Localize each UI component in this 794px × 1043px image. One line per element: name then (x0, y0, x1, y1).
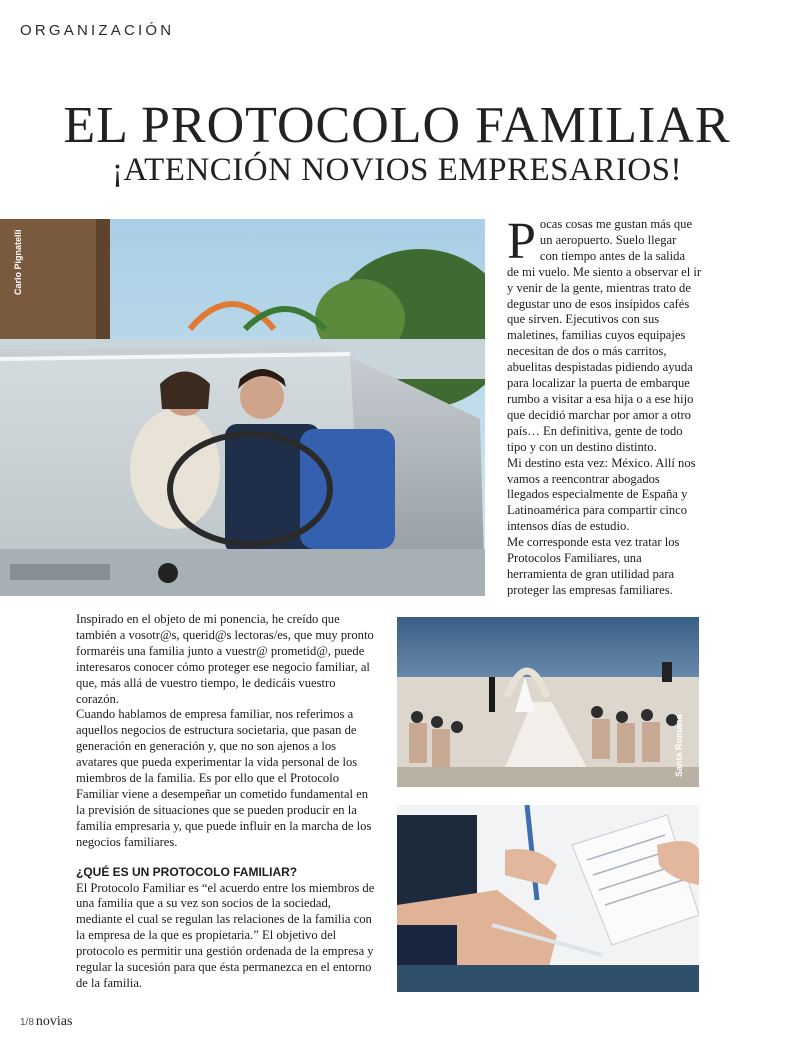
photo-credit: Santa Romana (674, 714, 684, 777)
intro-column (507, 213, 702, 599)
body-column (76, 612, 376, 992)
article-title: EL PROTOCOLO FAMILIAR (63, 97, 731, 154)
photo-credit: Carlo Pignatelli (13, 229, 23, 295)
body-paragraph-3: El Protocolo Familiar es “el acuerdo entre los miembros de una familia que a su vez son socios de la sociedad, mediante el cual se regulan las relaciones de la familia con la empresa de la que es propietaria.” El objetivo del protocolo es permitir una gestión ordenada de la empresa y regular la sucesión para que ésta permanezca en el entorno de la familia. (76, 880, 375, 990)
page-footer (20, 1014, 72, 1030)
drop-cap: P (507, 213, 536, 270)
intro-paragraph: Pocas cosas me gustan más que un aeropuerto. Suelo llegar con tiempo antes de la salida de mi vuelo. Me siento a observar el ir y venir de la gente, mientras trato de degustar uno de esos insípidos cafés que sirven. Ejecutivos con sus maletines, familias cuyos equipajes necesitan de dos o más carritos, abuelitas despistadas pidiendo ayuda para localizar la puerta de embarque rumbo a visitar a esa hija o a ese hijo que decidió marchar por amor a otro país… En definitiva, gente de todo tipo y con un destino distinto. (507, 213, 702, 454)
intro-paragraph-3: Me corresponde esta vez tratar los Protocolos Familiares, una herramienta de gran utilidad para proteger las empresas familiares. (507, 535, 680, 597)
wedding-car-photo (0, 219, 485, 596)
body-paragraph-2: Cuando hablamos de empresa familiar, nos referimos a aquellos negocios de estructura societaria, que pasan de generación en generación y, que no son ajenos a los avatares que pueda experimentar la vida personal de los miembros de la familia. Es por ello que el Protocolo Familiar viene a desempeñar un cometido fundamental en la previsión de situaciones que se pueden producir en la familia empresaria y, que puede influir en la marcha de los negocios familiares. (76, 707, 372, 849)
body-paragraph-1: Inspirado en el objeto de mi ponencia, he creído que también a vosotr@s, querid@s lectoras/es, que muy pronto formaréis una familia junto a vuestr@ prometid@, puede interesaros conocer cómo proteger ese negocio familiar, al que, más allá de vuestro tiempo, le dedicáis vuestro corazón. (76, 612, 374, 706)
section-heading: ¿QUÉ ES UN PROTOCOLO FAMILIAR? (76, 864, 298, 879)
document-signing-photo (397, 805, 699, 992)
page-number: 1/8 (20, 1017, 34, 1028)
section-label: ORGANIZACIÓN (20, 22, 175, 39)
wedding-ceremony-photo (397, 617, 699, 787)
magazine-brand: novias (35, 1014, 73, 1029)
article-subtitle: ¡ATENCIÓN NOVIOS EMPRESARIOS! (111, 152, 683, 188)
intro-paragraph-2: Mi destino esta vez: México. Allí nos vamos a reencontrar abogados llegados especialmente de España y Latinoamérica para compartir cinco intensos días de estudio. (507, 455, 696, 534)
